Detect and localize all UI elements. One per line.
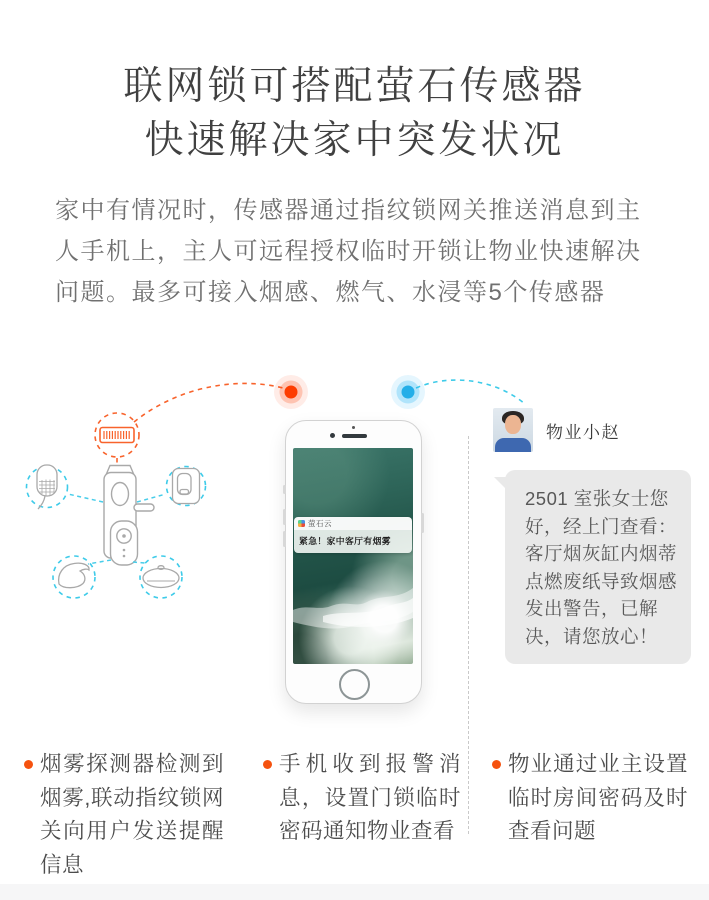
gateway-icon	[100, 428, 134, 443]
step-2	[263, 748, 461, 849]
alert-red-signal-dot	[274, 375, 308, 409]
power-button	[421, 513, 424, 533]
volume-up-button	[283, 509, 286, 525]
reply-blue-signal-dot	[391, 375, 425, 409]
bottom-gray-band	[0, 884, 709, 900]
section-divider	[468, 436, 469, 834]
phone-to-manager-signal-path	[416, 380, 525, 404]
proximity-sensor-dot	[352, 426, 355, 429]
manager-name: 物业小赵	[546, 423, 620, 442]
smart-lock-icon	[104, 466, 154, 566]
water-sensor-icon	[59, 563, 89, 588]
bullet-dot	[492, 760, 501, 769]
feature-description: 家中有情况时，传感器通过指纹锁网关推送消息到主人手机上，主人可远程授权临时开锁让物业快速解决问题。最多可接入烟感、燃气、水浸等5个传感器	[55, 197, 642, 306]
manager-reply-bubble	[505, 470, 691, 664]
bullet-dot	[24, 760, 33, 769]
step-2-text: 手机收到报警消息，设置门锁临时密码通知物业查看	[279, 752, 461, 843]
gas-sensor-icon	[37, 465, 57, 509]
title-line-1: 联网锁可搭配萤石传感器	[123, 65, 586, 108]
front-camera-icon	[330, 433, 335, 438]
smartphone	[285, 420, 422, 704]
bubble-tail	[494, 477, 510, 493]
step-1-text: 烟雾探测器检测到烟雾,联动指纹锁网关向用户发送提醒信息	[40, 752, 224, 877]
notification-app-name: 萤石云	[308, 519, 332, 528]
push-notification	[294, 517, 412, 553]
door-sensor-icon	[173, 469, 200, 504]
smoke-sensor-icon	[143, 566, 179, 588]
notification-message: 紧急！家中客厅有烟雾	[294, 530, 412, 553]
home-button	[339, 669, 370, 700]
title-line-2: 快速解决家中突发状况	[144, 119, 565, 162]
avatar-face	[505, 415, 521, 434]
manager-avatar	[493, 408, 533, 452]
bullet-dot	[263, 760, 272, 769]
notification-header	[294, 517, 412, 530]
page-title	[0, 60, 709, 168]
avatar-shirt	[495, 438, 531, 452]
wave-wallpaper	[293, 564, 413, 634]
manager-reply-text: 2501 室张女士您好，经上门查看：客厅烟灰缸内烟蒂点燃废纸导致烟感发出警告，已解决，请您放心！	[525, 488, 678, 647]
volume-down-button	[283, 531, 286, 547]
phone-lock-screen	[293, 448, 413, 664]
step-3-text: 物业通过业主设置临时房间密码及时查看问题	[508, 752, 688, 843]
step-3	[492, 748, 688, 849]
ezviz-app-icon	[298, 520, 305, 527]
gateway-to-phone-signal-path	[134, 383, 283, 422]
earpiece-speaker	[342, 434, 367, 438]
mute-switch	[283, 485, 286, 494]
step-1	[24, 748, 224, 882]
